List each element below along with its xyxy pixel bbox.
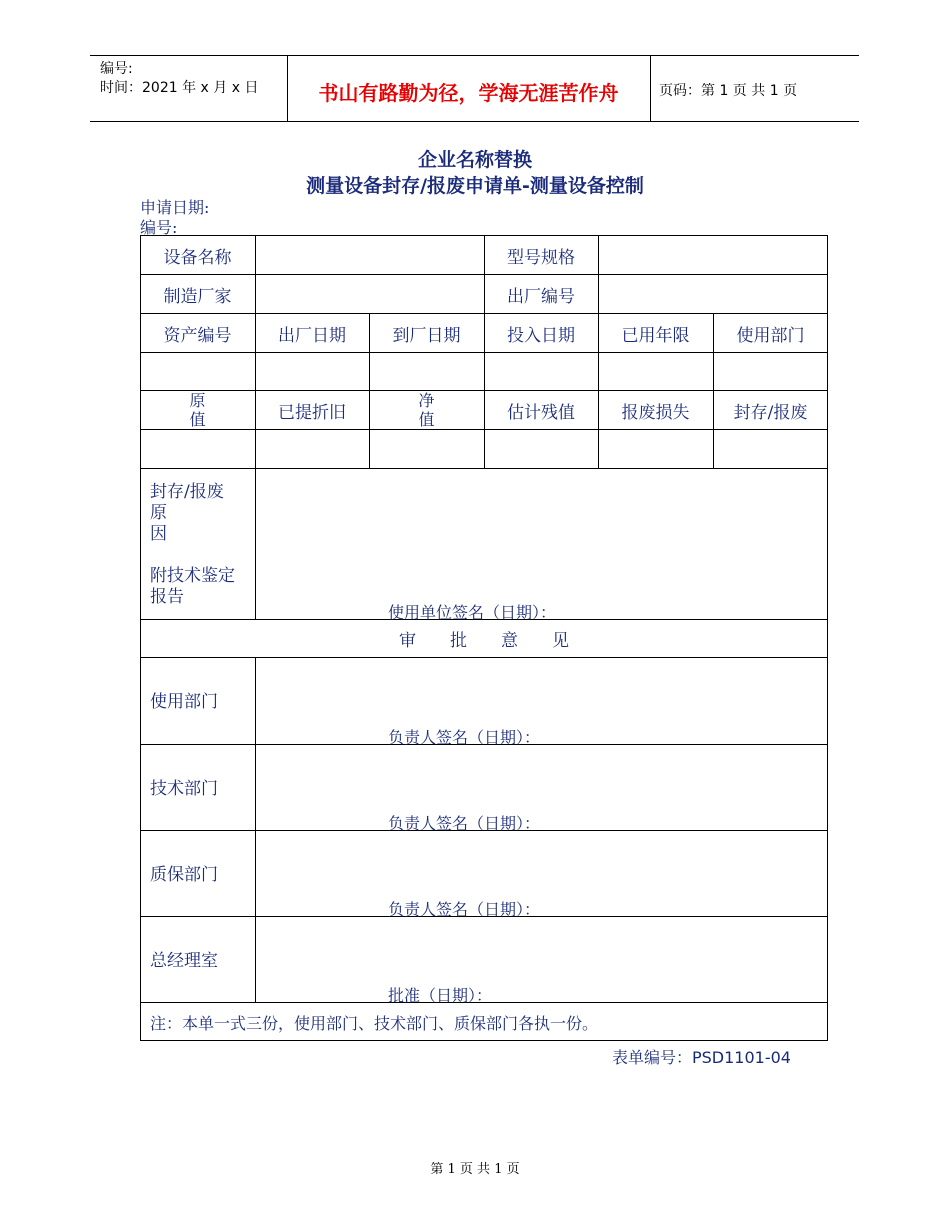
reason-field[interactable] xyxy=(256,469,827,619)
approval-header: 审 批 意 见 xyxy=(399,631,569,651)
approval-dept-tech: 技术部门 xyxy=(150,779,218,799)
approval-using-field[interactable] xyxy=(256,658,827,744)
using-dept-header: 使用部门 xyxy=(736,325,805,346)
reason-label-line4: 附技术鉴定 xyxy=(150,566,235,586)
manufacturer-label: 制造厂家 xyxy=(163,286,232,307)
header-time-label: 时间：2021 年 x 月 x 日 xyxy=(100,80,259,96)
table-note: 注：本单一式三份，使用部门、技术部门、质保部门各执一份。 xyxy=(150,1014,599,1033)
approval-tech-signature: 负责人签名（日期）： xyxy=(388,814,541,833)
asset-number-header: 资产编号 xyxy=(163,325,232,346)
factory-number-label: 出厂编号 xyxy=(507,286,575,307)
commission-date-header: 投入日期 xyxy=(507,325,575,346)
equipment-name-field[interactable] xyxy=(256,236,484,274)
approval-dept-qa: 质保部门 xyxy=(150,865,218,885)
approval-gm-field[interactable] xyxy=(256,917,827,1002)
header-motto: 书山有路勤为径，学海无涯苦作舟 xyxy=(318,81,619,105)
approval-tech-field[interactable] xyxy=(256,745,827,830)
years-used-header: 已用年限 xyxy=(621,325,690,346)
reason-label-line5: 报告 xyxy=(150,587,184,607)
original-value-header: 原 值 xyxy=(189,391,206,429)
model-spec-field[interactable] xyxy=(599,236,827,274)
depreciation-field[interactable] xyxy=(256,430,369,468)
document-number-label: 编号: xyxy=(140,218,178,237)
header-page-info: 页码：第 1 页 共 1 页 xyxy=(659,83,798,99)
equipment-name-label: 设备名称 xyxy=(163,247,232,268)
approval-dept-gm: 总经理室 xyxy=(150,951,218,971)
using-dept-field[interactable] xyxy=(714,353,827,390)
reason-label-line3: 因 xyxy=(150,524,167,544)
depreciation-header: 已提折旧 xyxy=(278,402,346,423)
using-unit-signature: 使用单位签名（日期）： xyxy=(388,603,557,622)
form-code: 表单编号：PSD1101-04 xyxy=(612,1048,791,1067)
residual-value-field[interactable] xyxy=(485,430,598,468)
arrival-date-field[interactable] xyxy=(370,353,484,390)
net-value-header: 净 值 xyxy=(418,391,435,429)
net-value-field[interactable] xyxy=(370,430,484,468)
apply-date-label: 申请日期: xyxy=(140,198,210,217)
approval-gm-signature: 批准（日期）： xyxy=(388,986,493,1005)
approval-dept-using: 使用部门 xyxy=(150,692,218,712)
header-top-rule xyxy=(90,55,859,56)
manufacturer-field[interactable] xyxy=(256,275,484,313)
reason-label-line2: 原 xyxy=(150,503,167,523)
reason-label xyxy=(150,482,235,608)
company-name: 企业名称替换 xyxy=(417,149,532,171)
commission-date-field[interactable] xyxy=(485,353,598,390)
model-spec-label: 型号规格 xyxy=(507,247,575,268)
factory-number-field[interactable] xyxy=(599,275,827,313)
scrap-loss-header: 报废损失 xyxy=(621,402,690,423)
header-divider-right xyxy=(650,55,651,121)
seal-scrap-field[interactable] xyxy=(714,430,827,468)
approval-using-signature: 负责人签名（日期）： xyxy=(388,728,541,747)
factory-date-field[interactable] xyxy=(256,353,369,390)
approval-qa-signature: 负责人签名（日期）： xyxy=(388,900,541,919)
factory-date-header: 出厂日期 xyxy=(278,325,346,346)
header-number-label: 编号: xyxy=(100,61,133,77)
approval-qa-field[interactable] xyxy=(256,831,827,916)
scrap-loss-field[interactable] xyxy=(599,430,713,468)
document-title: 测量设备封存/报废申请单-测量设备控制 xyxy=(306,175,644,197)
asset-number-field[interactable] xyxy=(141,353,255,390)
years-used-field[interactable] xyxy=(599,353,713,390)
arrival-date-header: 到厂日期 xyxy=(392,325,461,346)
page-footer: 第 1 页 共 1 页 xyxy=(430,1162,520,1177)
seal-scrap-header: 封存/报废 xyxy=(733,402,808,423)
reason-label-line1: 封存/报废 xyxy=(150,482,224,502)
header-bottom-rule xyxy=(90,121,859,122)
original-value-field[interactable] xyxy=(141,430,255,468)
residual-value-header: 估计残值 xyxy=(507,402,575,423)
